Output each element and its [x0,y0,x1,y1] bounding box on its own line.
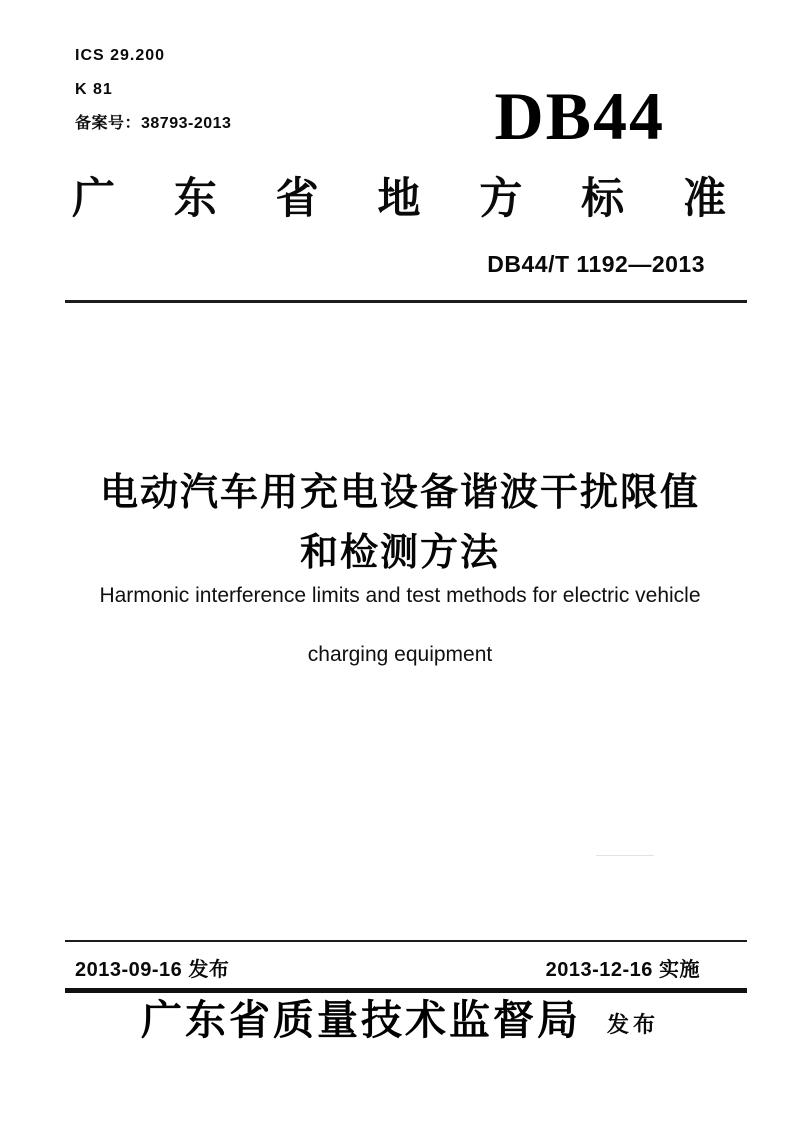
standard-type-char: 准 [682,175,726,223]
standard-type-char: 广 [72,175,115,223]
title-zh-line2: 和检测方法 [299,532,500,574]
footer-rule-thick [65,988,747,993]
standard-type-char: 省 [275,175,319,223]
footer-rule-thin [65,940,747,942]
publish-label: 发布 [606,1011,659,1037]
db44-logo: DB44 [494,78,665,154]
title-en-line1: Harmonic interference limits and test methods for electric vehicle [99,584,701,607]
standard-type-title [72,176,726,222]
ics-code: ICS 29.200 [75,47,166,64]
standard-type-char: 方 [479,175,523,223]
publisher-name: 广东省质量技术监督局 [140,997,581,1043]
scan-artifact-line [596,855,654,856]
dates-row [75,953,700,982]
header-rule [65,300,747,303]
publisher-row [0,998,800,1042]
title-zh-line1: 电动汽车用充电设备谐波干扰限值 [99,472,700,514]
standard-type-char: 标 [581,175,625,223]
implementation-date: 2013-12-16 实施 [545,959,700,981]
issue-date: 2013-09-16 发布 [75,959,230,981]
document-meta [75,46,231,148]
standard-number: DB44/T 1192—2013 [487,251,705,277]
standard-type-char: 东 [173,175,217,223]
classification-code: K 81 [75,81,113,98]
title-en-line2: charging equipment [307,643,493,666]
standard-type-char: 地 [377,175,421,223]
record-number: 备案号：38793-2013 [75,115,232,132]
